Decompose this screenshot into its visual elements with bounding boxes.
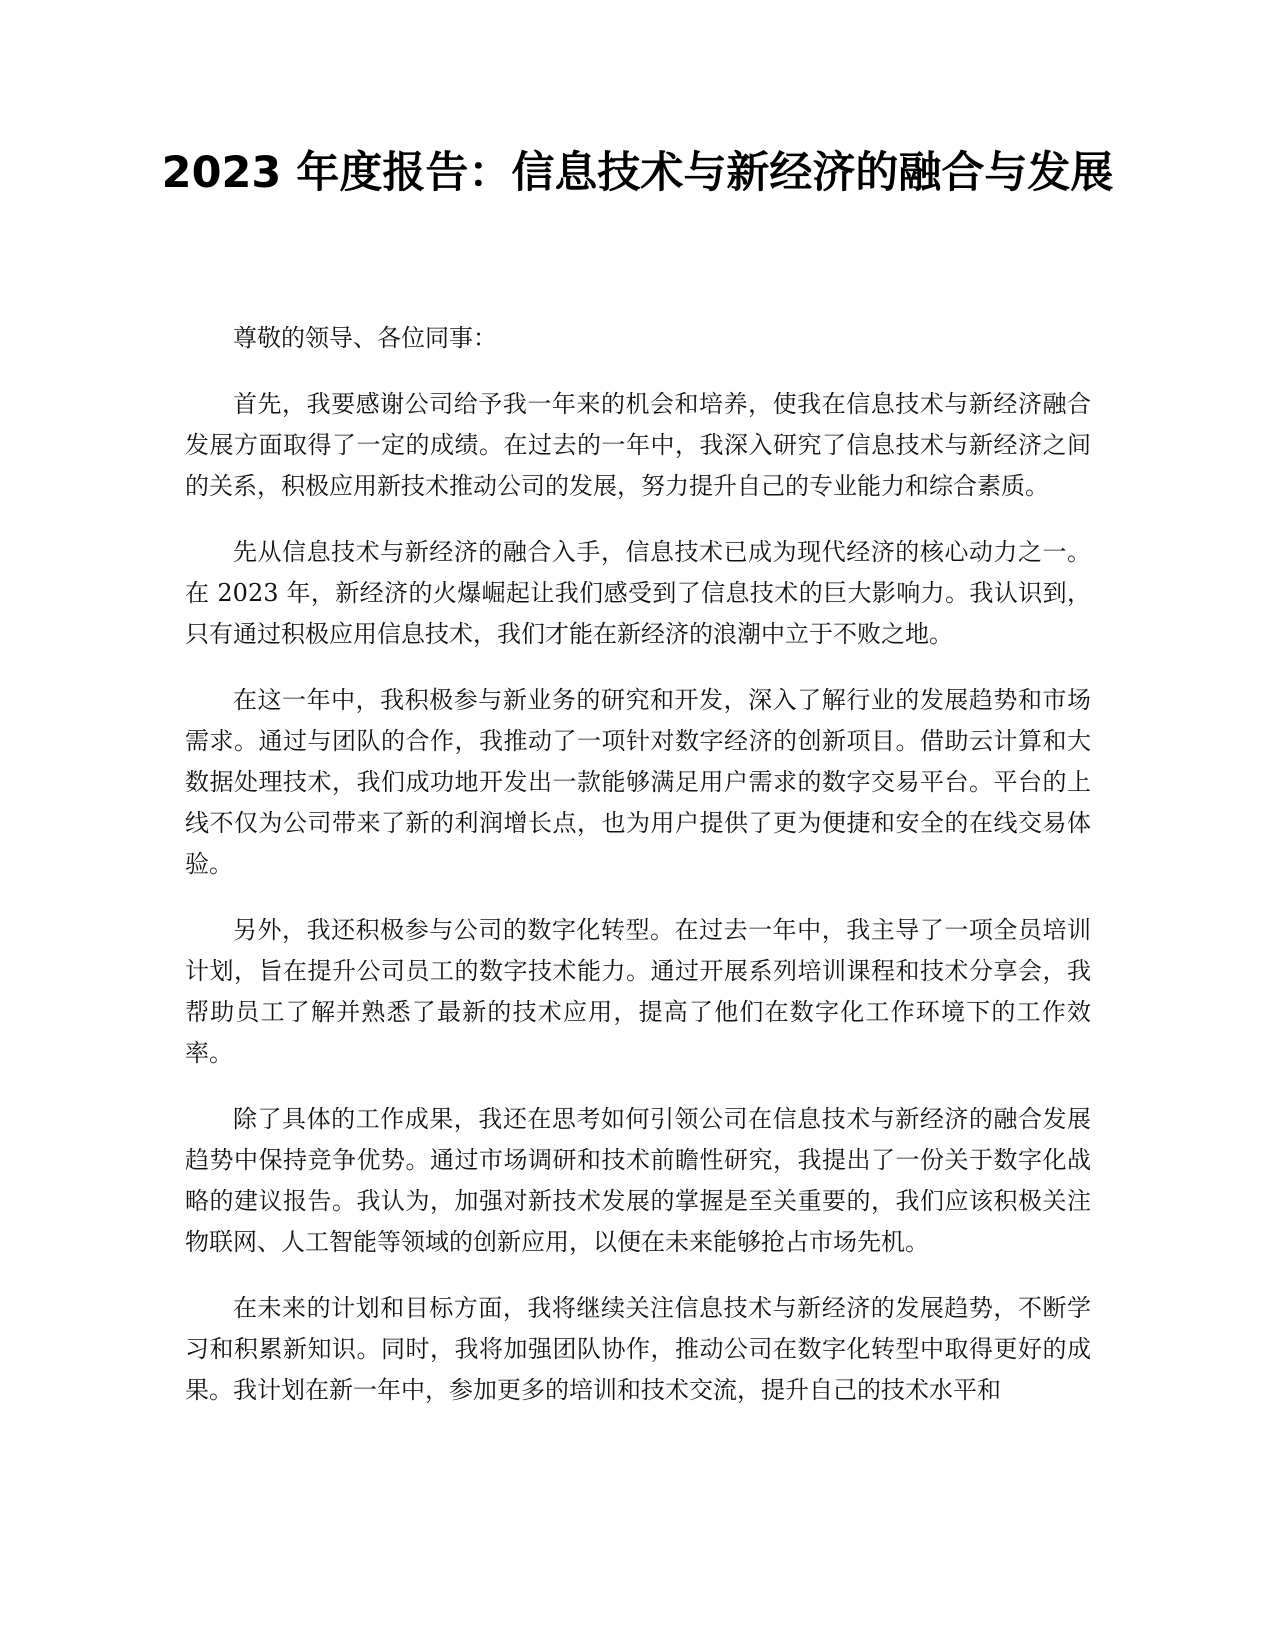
paragraph-6: 在未来的计划和目标方面，我将继续关注信息技术与新经济的发展趋势，不断学习和积累新知识。同时，我将加强团队协作，推动公司在数字化转型中取得更好的成果。我计划在新一年中，参加更多的培训和技术交流，提升自己的技术水平和 bbox=[185, 1294, 1091, 1404]
paragraph-5: 除了具体的工作成果，我还在思考如何引领公司在信息技术与新经济的融合发展趋势中保持竞争优势。通过市场调研和技术前瞻性研究，我提出了一份关于数字化战略的建议报告。我认为，加强对新技术发展的掌握是至关重要的，我们应该积极关注物联网、人工智能等领域的创新应用，以便在未来能够抢占市场先机。 bbox=[185, 1105, 1091, 1256]
document-body bbox=[185, 318, 1091, 1436]
paragraph-2: 先从信息技术与新经济的融合入手，信息技术已成为现代经济的核心动力之一。在 2023 年，新经济的火爆崛起让我们感受到了信息技术的巨大影响力。我认识到，只有通过积极应用信息技术，我们才能在新经济的浪潮中立于不败之地。 bbox=[185, 538, 1091, 648]
paragraph-3: 在这一年中，我积极参与新业务的研究和开发，深入了解行业的发展趋势和市场需求。通过与团队的合作，我推动了一项针对数字经济的创新项目。借助云计算和大数据处理技术，我们成功地开发出一款能够满足用户需求的数字交易平台。平台的上线不仅为公司带来了新的利润增长点，也为用户提供了更为便捷和安全的在线交易体验。 bbox=[185, 686, 1091, 878]
paragraph-4: 另外，我还积极参与公司的数字化转型。在过去一年中，我主导了一项全员培训计划，旨在提升公司员工的数字技术能力。通过开展系列培训课程和技术分享会，我帮助员工了解并熟悉了最新的技术应用，提高了他们在数字化工作环境下的工作效率。 bbox=[185, 916, 1091, 1067]
paragraph-1: 首先，我要感谢公司给予我一年来的机会和培养，使我在信息技术与新经济融合发展方面取得了一定的成绩。在过去的一年中，我深入研究了信息技术与新经济之间的关系，积极应用新技术推动公司的发展，努力提升自己的专业能力和综合素质。 bbox=[185, 390, 1091, 500]
document-title: 2023 年度报告：信息技术与新经济的融合与发展 bbox=[161, 148, 1114, 198]
salutation: 尊敬的领导、各位同事： bbox=[233, 324, 497, 352]
